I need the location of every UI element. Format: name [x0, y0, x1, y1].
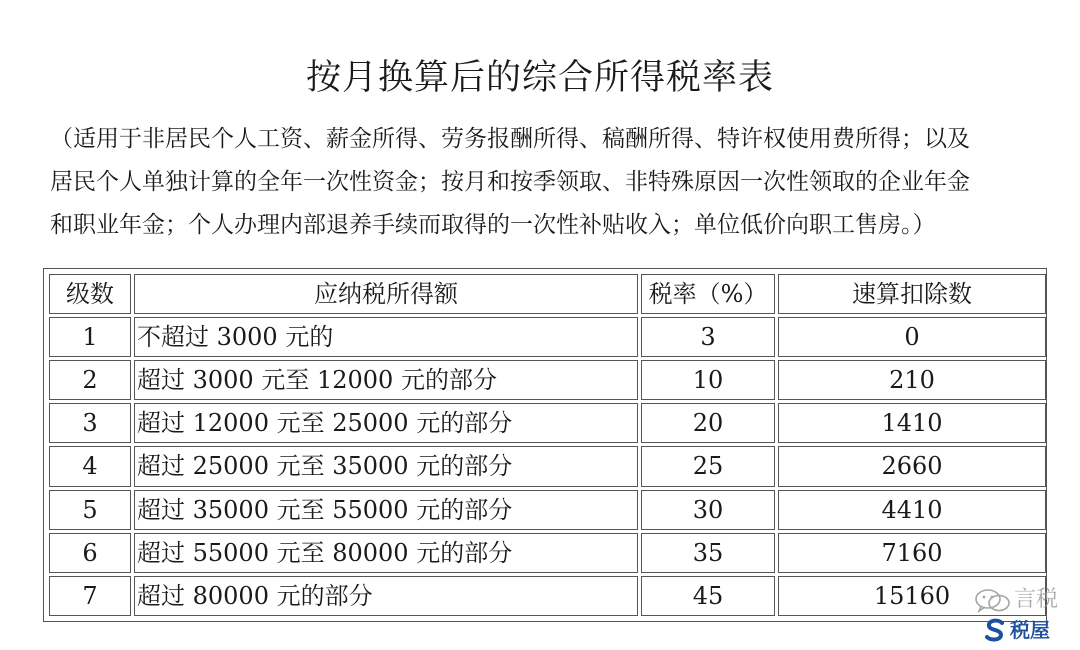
table-row [49, 490, 1046, 530]
cell-range: 不超过 3000 元的 [134, 317, 638, 357]
cell-deduction: 0 [778, 317, 1046, 357]
cell-level: 7 [49, 576, 131, 616]
cell-range: 超过 3000 元至 12000 元的部分 [134, 360, 638, 400]
table-row [49, 446, 1046, 486]
note-line: （适用于非居民个人工资、薪金所得、劳务报酬所得、稿酬所得、特许权使用费所得；以及 [50, 126, 970, 152]
cell-level: 1 [49, 317, 131, 357]
tax-rate-table [46, 271, 1049, 619]
cell-level: 2 [49, 360, 131, 400]
applicability-note [50, 118, 1045, 247]
cell-level: 5 [49, 490, 131, 530]
cell-range: 超过 35000 元至 55000 元的部分 [134, 490, 638, 530]
s-logo-icon [984, 618, 1006, 642]
cell-deduction: 210 [778, 360, 1046, 400]
cell-range: 超过 25000 元至 35000 元的部分 [134, 446, 638, 486]
table-header-row [49, 274, 1046, 314]
cell-rate: 20 [641, 403, 775, 443]
cell-level: 4 [49, 446, 131, 486]
cell-deduction: 2660 [778, 446, 1046, 486]
header-tax-rate: 税率（%） [641, 274, 775, 314]
cell-rate: 35 [641, 533, 775, 573]
table-row [49, 576, 1046, 616]
wechat-icon [974, 588, 1012, 614]
note-line: 居民个人单独计算的全年一次性资金；按月和按季领取、非特殊原因一次性领取的企业年金 [50, 169, 970, 195]
note-line: 和职业年金；个人办理内部退养手续而取得的一次性补贴收入；单位低价向职工售房。） [50, 212, 936, 238]
cell-range: 超过 12000 元至 25000 元的部分 [134, 403, 638, 443]
cell-rate: 45 [641, 576, 775, 616]
cell-level: 6 [49, 533, 131, 573]
cell-level: 3 [49, 403, 131, 443]
cell-rate: 25 [641, 446, 775, 486]
header-level: 级数 [49, 274, 131, 314]
cell-rate: 10 [641, 360, 775, 400]
header-quick-deduction: 速算扣除数 [778, 274, 1046, 314]
table-row [49, 403, 1046, 443]
cell-rate: 3 [641, 317, 775, 357]
table-row [49, 360, 1046, 400]
table-row [49, 317, 1046, 357]
tax-rate-table-frame [43, 268, 1047, 622]
cell-deduction: 15160 [778, 576, 1046, 616]
cell-deduction: 7160 [778, 533, 1046, 573]
cell-rate: 30 [641, 490, 775, 530]
cell-deduction: 4410 [778, 490, 1046, 530]
cell-range: 超过 80000 元的部分 [134, 576, 638, 616]
watermark-text-shuiwu: 税屋 [1010, 618, 1050, 642]
cell-deduction: 1410 [778, 403, 1046, 443]
watermark-text-yanshui: 言税 [1014, 587, 1059, 612]
cell-range: 超过 55000 元至 80000 元的部分 [134, 533, 638, 573]
header-taxable-income: 应纳税所得额 [134, 274, 638, 314]
table-row [49, 533, 1046, 573]
page-title: 按月换算后的综合所得税率表 [305, 58, 774, 98]
watermark [972, 586, 1072, 646]
